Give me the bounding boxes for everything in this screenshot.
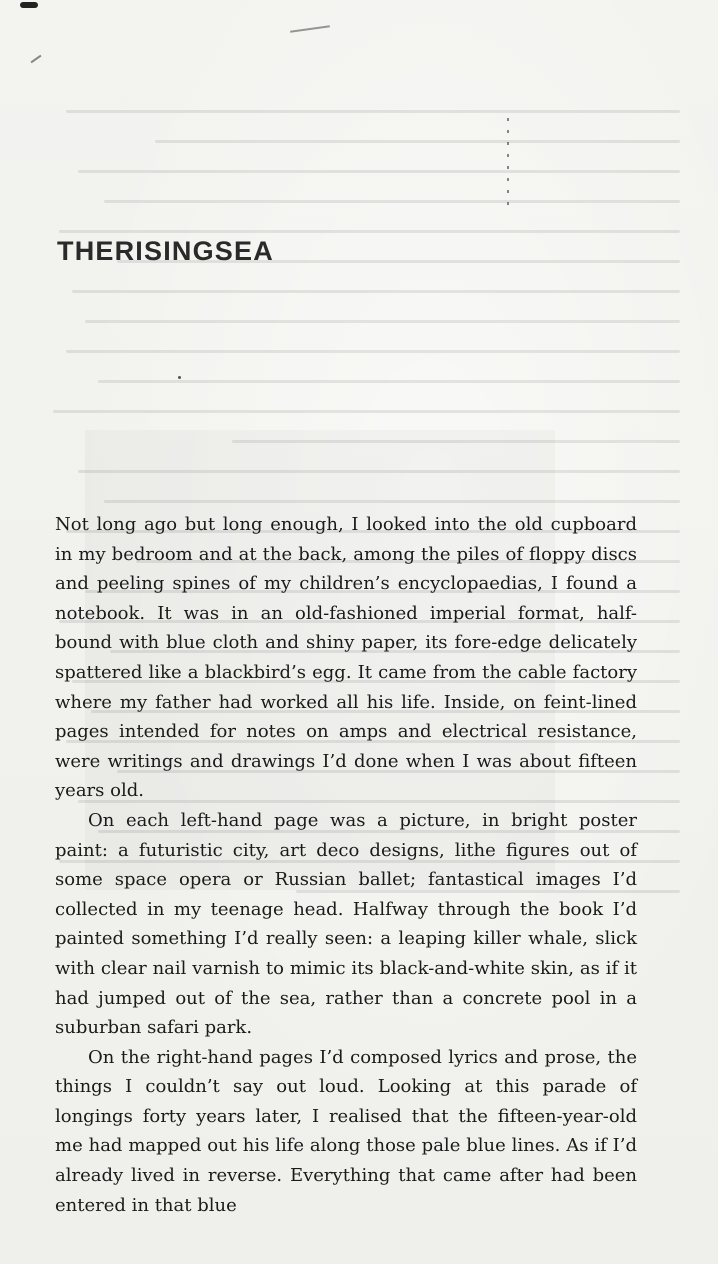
paragraph: On the right-hand pages I’d composed lyrics and prose, the things I couldn’t say out loud. Looking at this parade of longings forty years later, I realised that the fifteen-year-old me had mapped out his life along those pale blue lines. As if I’d already lived in reverse. Everything that came after had been entered in that blue	[55, 1046, 637, 1216]
speck	[290, 25, 330, 33]
speck	[31, 55, 42, 64]
paragraph: Not long ago but long enough, I looked into the old cupboard in my bedroom and at the back, among the piles of floppy discs and peeling spines of my children’s encyclopaedias, I found a notebook. It was in an old-fashioned imperial format, half-bound with blue cloth and shiny paper, its fore-edge delicately spattered like a blackbird’s egg. It came from the cable factory where my father had worked all his life. Inside, on feint-lined pages intended for notes on amps and electrical resistance, were writings and drawings I’d done when I was about fifteen years old.	[55, 514, 637, 802]
chapter-title: THERISINGSEA	[57, 236, 274, 266]
speck	[507, 118, 509, 208]
page-edge-mark	[20, 2, 38, 8]
paragraph: On each left-hand page was a picture, in bright poster paint: a futuristic city, art deco designs, lithe figures out of some space opera or Russian ballet; fantastical images I’d collected in my teenage head. Halfway through the book I’d painted something I’d really seen: a leaping killer whale, slick with clear nail varnish to mimic its black-and-white skin, as if it had jumped out of the sea, rather than a concrete pool in a suburban safari park.	[55, 809, 637, 1039]
body-text	[55, 510, 637, 1220]
speck	[178, 376, 181, 379]
